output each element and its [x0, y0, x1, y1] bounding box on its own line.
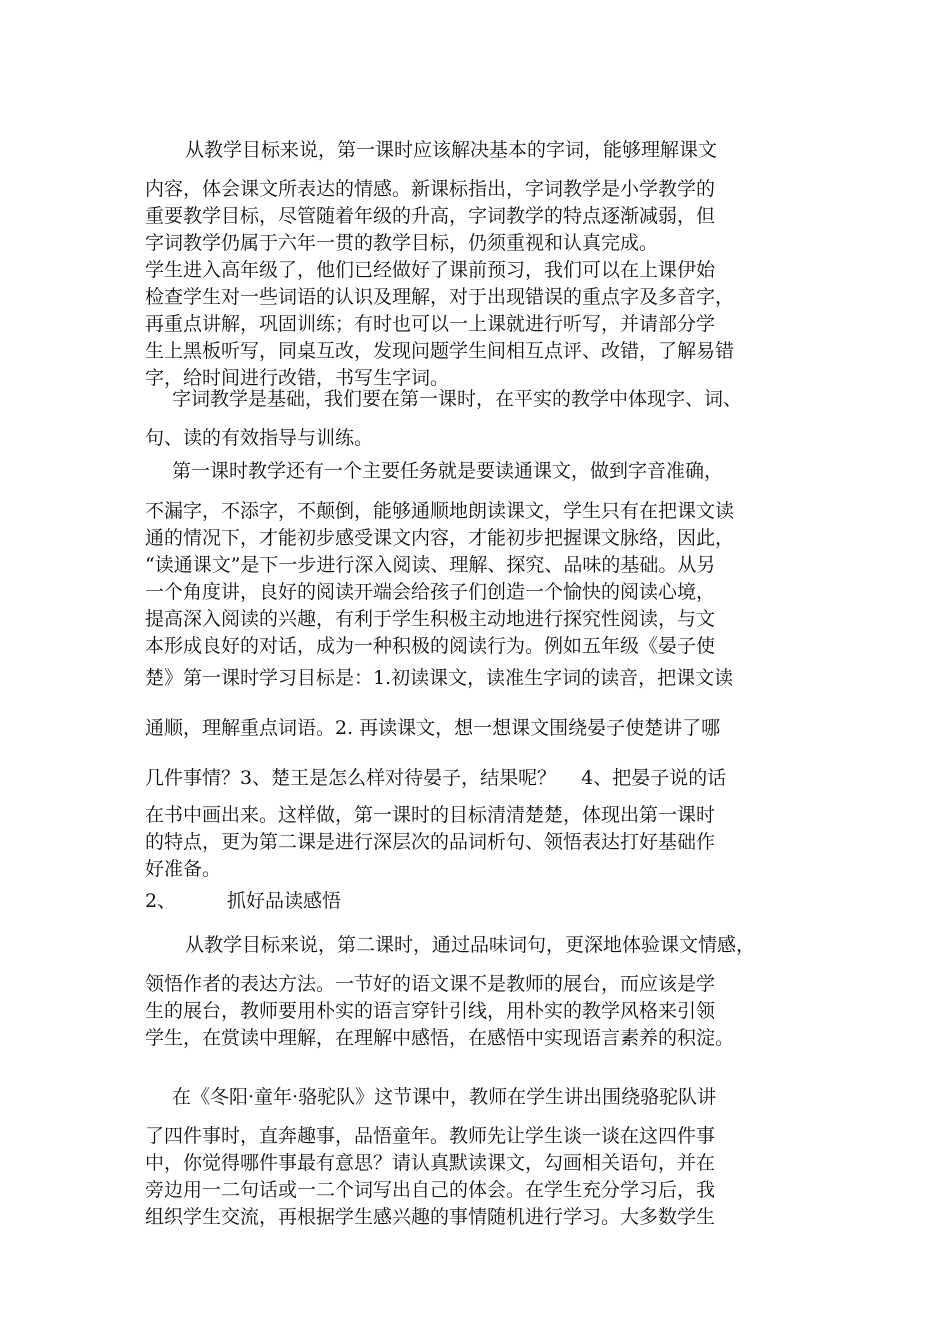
para3-line2: 句、读的有效指导与训练。: [145, 427, 374, 449]
para4-line1: 第一课时教学还有一个主要任务就是要读通课文，做到字音准确，: [172, 460, 724, 482]
para4-line12: 的特点，更为第二课是进行深层次的品词析句、领悟表达打好基础作: [145, 831, 716, 853]
para4-line4: “读通课文”是下一步进行深入阅读、理解、探究、品味的基础。从另: [145, 554, 716, 576]
para6-line2: 了四件事时，直奔趣事，品悟童年。教师先让学生谈一谈在这四件事: [145, 1125, 716, 1147]
para3-line1: 字词教学是基础，我们要在第一课时，在平实的教学中体现字、词、: [172, 388, 743, 410]
para4-line8: 楚》第一课时学习目标是：1.初读课文，读准生字词的读音，把课文读: [145, 667, 734, 689]
section-number: 2、: [145, 890, 177, 912]
para4-line7: 本形成良好的对话，成为一种积极的阅读行为。例如五年级《晏子使: [145, 635, 716, 657]
para4-line10: 几件事情？3、楚王是怎么样对待晏子，结果呢？ 4、把晏子说的话: [145, 767, 727, 789]
para2-line4: 生上黑板听写，同桌互改，发现问题学生间相互点评、改错，了解易错: [145, 340, 735, 362]
para5-line2: 领悟作者的表达方法。一节好的语文课不是教师的展台，而应该是学: [145, 973, 716, 995]
para4-line13: 好准备。: [145, 858, 222, 880]
para2-line5: 字，给时间进行改错，书写生字词。: [145, 367, 450, 389]
para2-line2: 检查学生对一些词语的认识及理解，对于出现错误的重点字及多音字，: [145, 286, 735, 308]
para6-line5: 组织学生交流，再根据学生感兴趣的事情随机进行学习。大多数学生: [145, 1206, 716, 1228]
para5-line4: 学生，在赏读中理解，在理解中感悟，在感悟中实现语言素养的积淀。: [145, 1027, 735, 1049]
para4-line3: 通的情况下，才能初步感受课文内容，才能初步把握课文脉络，因此，: [145, 527, 735, 549]
para1-line1: 从教学目标来说，第一课时应该解决基本的字词，能够理解课文: [185, 139, 718, 161]
para4-line9: 通顺，理解重点词语。2. 再读课文，想一想课文围绕晏子使楚讲了哪: [145, 717, 721, 739]
para6-line3: 中，你觉得哪件事最有意思？请认真默读课文，勾画相关语句，并在: [145, 1152, 716, 1174]
para1-line4: 字词教学仍属于六年一贯的教学目标，仍须重视和认真完成。: [145, 232, 659, 254]
para4-line6: 提高深入阅读的兴趣，有利于学生积极主动地进行探究性阅读，与文: [145, 608, 716, 630]
para6-line4: 旁边用一二句话或一二个词写出自己的体会。在学生充分学习后，我: [145, 1179, 716, 1201]
para5-line1: 从教学目标来说，第二课时，通过品味词句，更深地体验课文情感，: [185, 934, 756, 956]
para1-line3: 重要教学目标，尽管随着年级的升高，字词教学的特点逐渐减弱，但: [145, 205, 716, 227]
para1-line2: 内容，体会课文所表达的情感。新课标指出，字词教学是小学教学的: [145, 178, 716, 200]
section-title: 抓好品读感悟: [227, 890, 342, 912]
para4-line11: 在书中画出来。这样做，第一课时的目标清清楚楚，体现出第一课时: [145, 804, 716, 826]
para2-line1: 学生进入高年级了，他们已经做好了课前预习，我们可以在上课伊始: [145, 259, 716, 281]
para4-line5: 一个角度讲，良好的阅读开端会给孩子们创造一个愉快的阅读心境，: [145, 581, 716, 603]
para2-line3: 再重点讲解，巩固训练；有时也可以一上课就进行听写，并请部分学: [145, 313, 716, 335]
section-heading: [145, 888, 815, 914]
para6-line1: 在《冬阳·童年·骆驼队》这节课中，教师在学生讲出围绕骆驼队讲: [172, 1086, 717, 1108]
para5-line3: 生的展台，教师要用朴实的语言穿针引线，用朴实的教学风格来引领: [145, 1000, 716, 1022]
para4-line2: 不漏字，不添字，不颠倒，能够通顺地朗读课文，学生只有在把课文读: [145, 500, 735, 522]
